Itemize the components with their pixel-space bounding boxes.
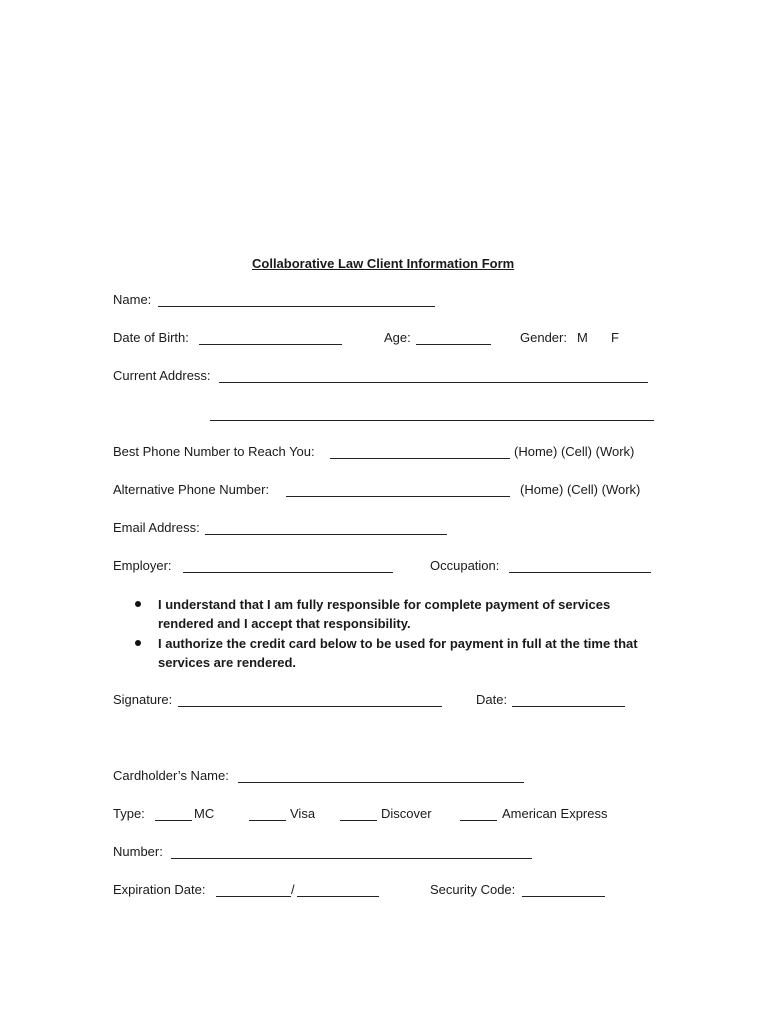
number-label: Number: [113, 844, 163, 859]
card-number-field[interactable] [171, 858, 532, 859]
alt-phone-types[interactable]: (Home) (Cell) (Work) [520, 482, 641, 497]
type-discover-label: Discover [381, 806, 432, 821]
best-phone-types[interactable]: (Home) (Cell) (Work) [514, 444, 635, 459]
name-label: Name: [113, 292, 152, 307]
name-field[interactable] [158, 306, 435, 307]
best-phone-field[interactable] [330, 458, 510, 459]
date-label: Date: [476, 692, 508, 707]
gender-label: Gender: [520, 330, 567, 345]
signature-label: Signature: [113, 692, 173, 707]
expiration-label: Expiration Date: [113, 882, 206, 897]
address-label: Current Address: [113, 368, 211, 383]
occupation-label: Occupation: [430, 558, 500, 573]
expiration-separator: / [291, 882, 295, 897]
age-label: Age: [384, 330, 411, 345]
bullet-text-authorization: I authorize the credit card below to be used for payment in full at the time that services are rendered. [158, 636, 638, 670]
alt-phone-label: Alternative Phone Number: [113, 482, 270, 497]
age-field[interactable] [416, 344, 491, 345]
type-label: Type: [113, 806, 145, 821]
type-amex-label: American Express [502, 806, 608, 821]
bullet-text-responsibility: I understand that I am fully responsible for complete payment of services rendered and I accept that responsibility. [158, 597, 611, 631]
security-code-field[interactable] [522, 896, 605, 897]
employer-field[interactable] [183, 572, 393, 573]
gender-option-m[interactable]: M [577, 330, 588, 345]
alt-phone-field[interactable] [286, 496, 510, 497]
email-field[interactable] [205, 534, 447, 535]
cardholder-label: Cardholder’s Name: [113, 768, 229, 783]
cardholder-field[interactable] [238, 782, 524, 783]
type-mc-blank[interactable] [155, 820, 192, 821]
gender-option-f[interactable]: F [611, 330, 619, 345]
occupation-field[interactable] [509, 572, 651, 573]
type-visa-blank[interactable] [249, 820, 286, 821]
type-mc-label: MC [194, 806, 215, 821]
email-label: Email Address: [113, 520, 200, 535]
address-field-line2[interactable] [210, 420, 654, 421]
signature-field[interactable] [178, 706, 442, 707]
type-discover-blank[interactable] [340, 820, 377, 821]
dob-label: Date of Birth: [113, 330, 189, 345]
type-visa-label: Visa [290, 806, 316, 821]
expiration-year-field[interactable] [297, 896, 379, 897]
security-code-label: Security Code: [430, 882, 516, 897]
expiration-month-field[interactable] [216, 896, 291, 897]
address-field-line1[interactable] [219, 382, 648, 383]
dob-field[interactable] [199, 344, 342, 345]
employer-label: Employer: [113, 558, 172, 573]
date-field[interactable] [512, 706, 625, 707]
bullet-icon [135, 640, 141, 646]
best-phone-label: Best Phone Number to Reach You: [113, 444, 315, 459]
form-title: Collaborative Law Client Information Form [252, 256, 515, 271]
type-amex-blank[interactable] [460, 820, 497, 821]
bullet-icon [135, 601, 141, 607]
